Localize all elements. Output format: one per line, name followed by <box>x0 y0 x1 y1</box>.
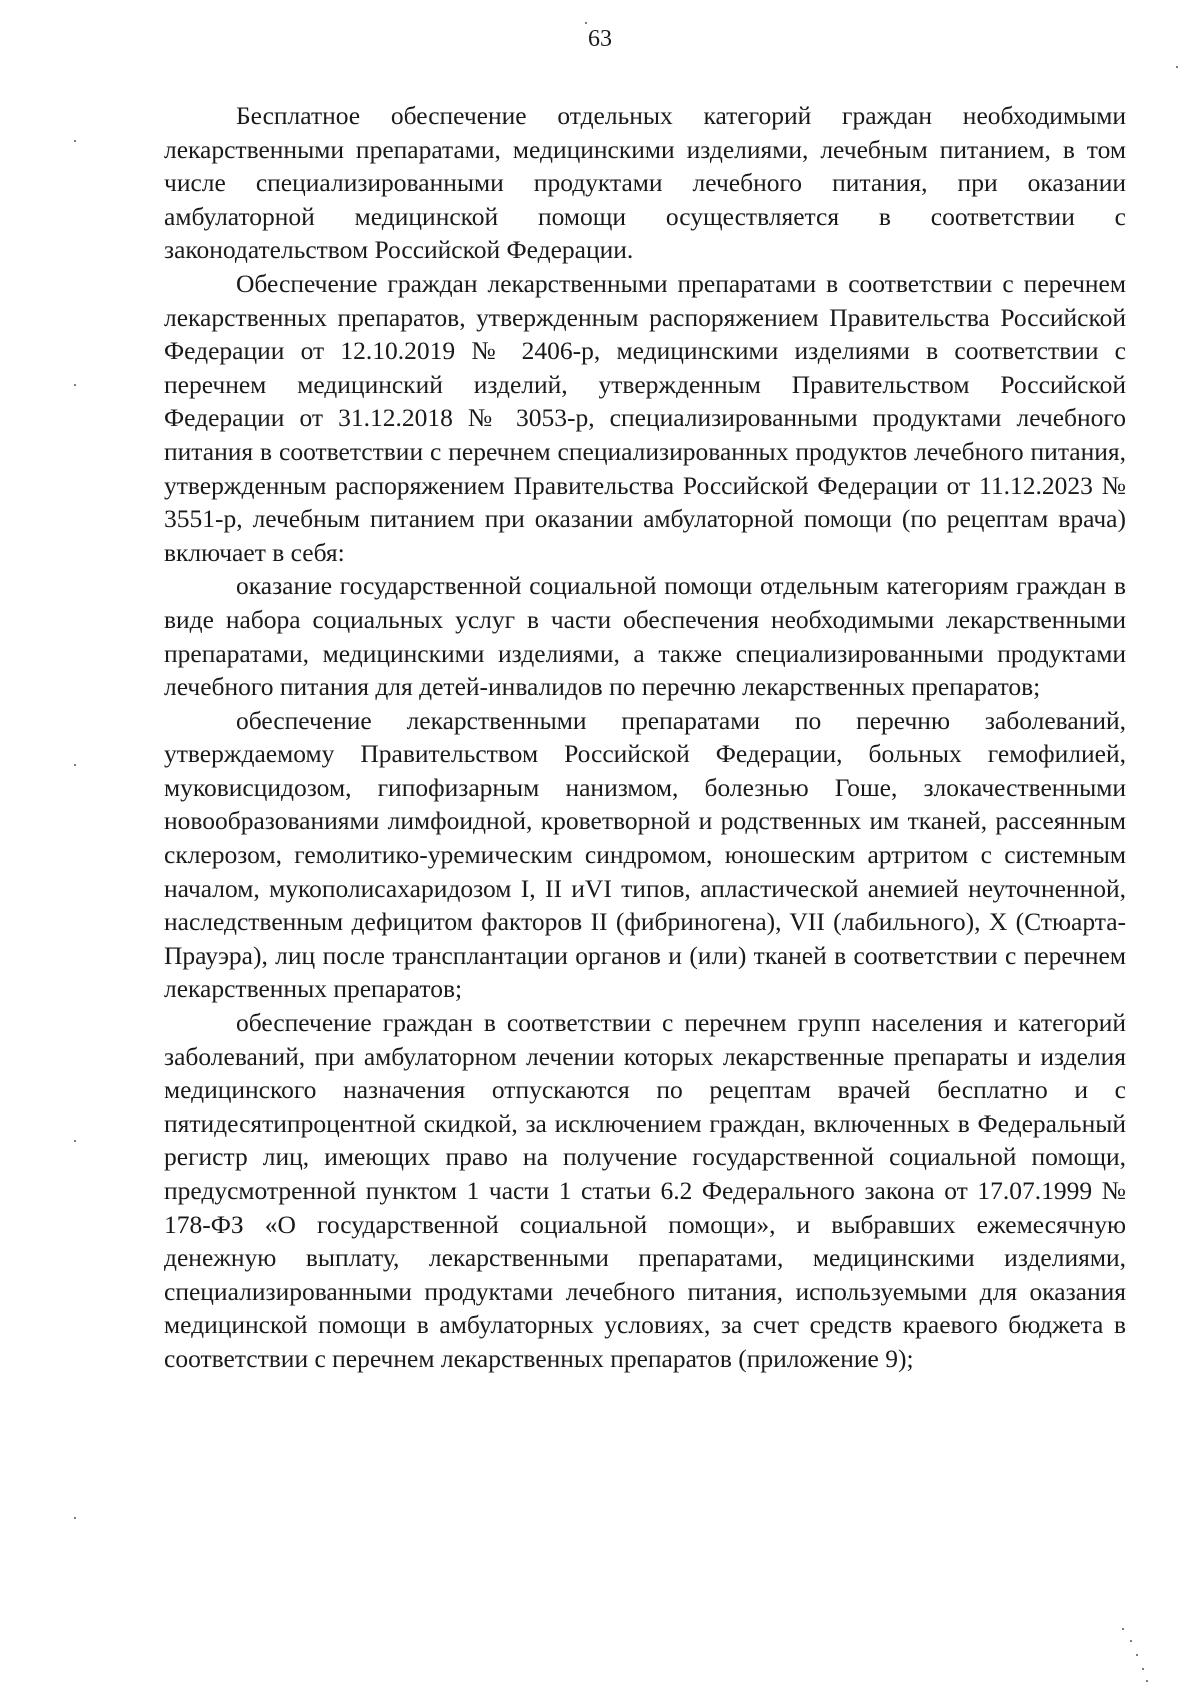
scan-speck <box>74 140 76 142</box>
document-body <box>164 99 1126 1376</box>
scan-speck <box>1142 1668 1144 1670</box>
paragraph-provision-lists: Обеспечение граждан лекарственными препаратами в соответствии с перечнем лекарственных препаратов, утвержденным распоряжением Правительства Российской Федерации от 12.10.2019 № 2406-р, медицинскими изделиями в соответствии с перечнем медицинский изделий, утвержденным Правительством Российской Федерации от 31.12.2018 № 3053-р, специализированными продуктами лечебного питания в соответствии с перечнем специализированных продуктов лечебного питания, утвержденным распоряжением Правительства Российской Федерации от 11.12.2023 № 3551-р, лечебным питанием при оказании амбулаторной помощи (по рецептам врача) включает в себя: <box>164 268 1126 567</box>
page-number: 63 <box>588 26 612 52</box>
scan-speck <box>1122 1628 1124 1630</box>
scan-speck <box>1130 1640 1132 1642</box>
list-item-social-assistance: оказание государственной социальной помощи отдельным категориям граждан в виде набора социальных услуг в части обеспечения необходимыми лекарственными препаратами, медицинскими изделиями, а также специализированными продуктами лечебного питания для детей-инвалидов по перечню лекарственных препаратов; <box>164 571 1126 702</box>
scan-speck <box>585 22 587 24</box>
list-item-disease-list: обеспечение лекарственными препаратами по перечню заболеваний, утверждаемому Правительством Российской Федерации, больных гемофилией, муковисцидозом, гипофизарным нанизмом, болезнью Гоше, злокачественными новообразованиями лимфоидной, кроветворной и родственных им тканей, рассеянным склерозом, гемолитико-уремическим синдромом, юношеским артритом с системным началом, мукополисахаридозом I, II иVI типов, апластической анемией неуточненной, наследственным дефицитом факторов II (фибриногена), VII (лабильного), X (Стюарта-Прауэра), лиц после трансплантации органов и (или) тканей в соответствии с перечнем лекарственных препаратов; <box>164 705 1126 1004</box>
scan-speck <box>74 1140 76 1142</box>
scan-speck <box>1136 1654 1138 1656</box>
paragraph-free-provision: Бесплатное обеспечение отдельных категорий граждан необходимыми лекарственными препаратами, медицинскими изделиями, лечебным питанием, в том числе специализированными продуктами лечебного питания, при оказании амбулаторной медицинской помощи осуществляется в соответствии с законодательством Российской Федерации. <box>164 101 1126 265</box>
scan-speck <box>74 1517 76 1519</box>
scan-speck <box>1176 66 1178 68</box>
scan-speck <box>74 384 76 386</box>
scan-speck <box>74 764 76 766</box>
list-item-population-groups: обеспечение граждан в соответствии с перечнем групп населения и категорий заболеваний, при амбулаторном лечении которых лекарственные препараты и изделия медицинского назначения отпускаются по рецептам врачей бесплатно и с пятидесятипроцентной скидкой, за исключением граждан, включенных в Федеральный регистр лиц, имеющих право на получение государственной социальной помощи, предусмотренной пунктом 1 части 1 статьи 6.2 Федерального закона от 17.07.1999 № 178-ФЗ «О государственной социальной помощи», и выбравших ежемесячную денежную выплату, лекарственными препаратами, медицинскими изделиями, специализированными продуктами лечебного питания, используемыми для оказания медицинской помощи в амбулаторных условиях, за счет средств краевого бюджета в соответствии с перечнем лекарственных препаратов (приложение 9); <box>164 1008 1126 1373</box>
scan-speck <box>1146 1680 1148 1682</box>
